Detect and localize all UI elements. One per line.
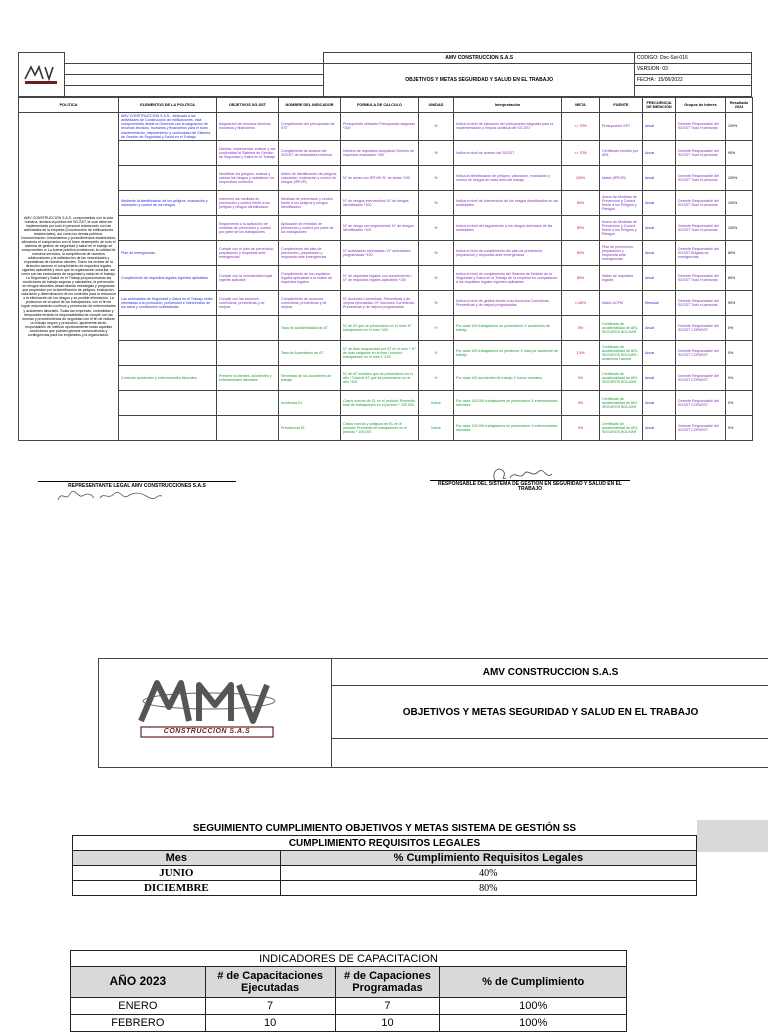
cell-frecuencia: Anual xyxy=(643,240,676,265)
capacitacion-title: INDICADORES DE CAPACITACION xyxy=(71,951,627,967)
cell-resultado: 100% xyxy=(726,190,753,215)
column-header: OBJETIVOS SG-SST xyxy=(217,98,279,113)
table-row xyxy=(19,240,753,265)
seguimiento-mes: JUNIO xyxy=(73,866,281,881)
column-header: FORMULA DE CALCULO xyxy=(341,98,419,113)
header-company: AMV CONSTRUCCION S.A.S xyxy=(332,659,768,686)
cell-formula: N° de áreas con IPEVR/ N° de áreas *100 xyxy=(341,165,419,190)
cell-meta: 100% xyxy=(562,165,600,190)
policy-text: AMV CONSTRUCCIÓN S.A.S, comprometida con la vida humana, declara la política del SG-SST, la cual debe ser implementada por todo el personal relacionado con las actividades de la empresa (Construcción de edificaciones residenciales), así como los demás públicos. Documentación, lineamientos y procedimientos establecidos, afirmando el compromiso con el buen desempeño de todo el sistema de gestión de seguridad y salud en el trabajo se comprometen a: La buena práctica profesional, la calidad de nuestros servicios, la competencia de nuestros colaboradores y la satisfacción de las necesidades y expectativas de nuestros clientes. Todos los niveles de la dirección asumen el cumplimiento de requisitos legales vigentes aplicables y otros que la organización suscriba, así como con las exclusiones de seguridad y salud en el trabajo. La Seguridad y Salud en el Trabajo proporcionando las condiciones de trabajo seguras y saludables, la prevención en riesgos laborales desarrollando estrategias y programas que propendan por la identificación de peligros, evaluación, valoración y determinación de los controles para la reducción o la eliminación de los riesgos y su posible eliminación. La protección de la salud de los trabajadores, con el fin de lograr mejoramiento continuo y prevención de enfermedades y accidentes laborales. Todas las empresas, contratistas y temporales tendrán la responsabilidad de cumplir con las normas y procedimientos de seguridad con el fin de realizar un trabajo seguro y productivo, igualmente serán responsables de notificar oportunamente todas aquellas condiciones que puedan generar consecuencias y contingencias para los empleados y la organización. xyxy=(19,113,119,441)
cell-frecuencia: Anual xyxy=(643,390,676,415)
column-header: ELEMENTOS DE LA POLITICA xyxy=(119,98,217,113)
cell-fuente: Certificado de accidentalidad de ARL SEGUROS BOLIVAR / asistencia Laboral xyxy=(600,340,643,365)
doc-version: VERSION: 03 xyxy=(634,64,751,75)
sheet-header xyxy=(18,52,752,97)
cell-interpretacion: Por cada 100.000 trabajadores se presentaron X enfermedades laborales xyxy=(454,390,562,415)
cell-interpretacion: Indica la identificación de peligros, valoración, evaluación y control de riesgos en cada área del trabajo xyxy=(454,165,562,190)
cell-objetivo: Seguimiento a la aplicación de medidas de prevención y control por parte de los trabajadores xyxy=(217,215,279,240)
cell-resultado: 0% xyxy=(726,315,753,340)
cell-formula: N° de riesgo con seguimiento/ N° de riesgos identificados *100 xyxy=(341,215,419,240)
cell-indicador: Cumplimiento del presupuesto de SST xyxy=(279,113,341,141)
cell-resultado: 80% xyxy=(726,265,753,290)
table-row xyxy=(19,365,753,390)
cell-indicador: Cumplimiento del plan de prevención, preparación y respuesta ante emergencias xyxy=(279,240,341,265)
cell-elemento: AMV CONSTRUCCION S.A.S., dedicada a las actividades de Construcción de edificaciones, está comprometida desde la Gerencia con la asignación de recursos técnicos, humanos y financieros para el buen mantenimiento, mejoramiento y continuidad del Sistema de Gestión de Seguridad y Salud en el Trabajo. xyxy=(119,113,217,141)
cell-unidad: Índice xyxy=(419,415,454,440)
capacitacion-table xyxy=(70,950,627,1032)
sheet-company: AMV CONSTRUCCION S.A.S xyxy=(324,53,635,64)
capacitacion-ejecutadas: 7 xyxy=(205,998,335,1015)
cell-elemento: Mediante la identificación de los peligros, evaluación y valoración y control de los riesgos. xyxy=(119,190,217,215)
cell-formula: Número de requisitos cumplidos/ Número de requisitos evaluados *100 xyxy=(341,140,419,165)
cell-meta: 5% xyxy=(562,315,600,340)
cell-indicador: Matriz de identificación de peligros, valoración, evaluación y control de riesgos (IPEVR) xyxy=(279,165,341,190)
cell-grupos: Gerente Responsable del SGSST Brigada de emergencias xyxy=(676,240,726,265)
cell-meta: >=80% xyxy=(562,290,600,315)
cell-interpretacion: Indica el nivel de avance del SGSST xyxy=(454,140,562,165)
cell-objetivo: Intervenir las medidas de prevención y control frente a los peligros y riesgos identificados xyxy=(217,190,279,215)
cell-interpretacion: Indica el nivel de cumplimiento del plan de prevención, preparación y respuesta ante emergencias xyxy=(454,240,562,265)
cell-objetivo: Cumplir con las acciones correctivas, preventivas y de mejora xyxy=(217,290,279,315)
capacitacion-header-ejecutadas: # de Capacitaciones Ejecutadas xyxy=(205,967,335,998)
cell-grupos: Gerente Responsable del SGSST Todo el personal xyxy=(676,215,726,240)
cell-resultado: 100% xyxy=(726,215,753,240)
cell-frecuencia: Anual xyxy=(643,365,676,390)
cell-indicador: Cumplimiento de acciones correctivas, preventivas y de mejora xyxy=(279,290,341,315)
cell-unidad: % xyxy=(419,165,454,190)
cell-fuente: Certificado de accidentalidad de ARL SEGUROS BOLIVAR xyxy=(600,315,643,340)
table-row xyxy=(19,290,753,315)
cell-objetivo xyxy=(217,390,279,415)
column-header: POLITICA xyxy=(19,98,119,113)
cell-resultado: 90% xyxy=(726,290,753,315)
cell-resultado: 0% xyxy=(726,365,753,390)
cell-meta: 0% xyxy=(562,365,600,390)
cell-interpretacion: Por cada 100 trabajadores se perdieron X días por accidente de trabajo xyxy=(454,340,562,365)
capacitacion-header-cumplimiento: % de Cumplimiento xyxy=(440,967,627,998)
cell-frecuencia: Anual xyxy=(643,315,676,340)
cell-unidad: % xyxy=(419,340,454,365)
cell-meta: 80% xyxy=(562,265,600,290)
cell-meta: 80% xyxy=(562,190,600,215)
cell-elemento xyxy=(119,415,217,440)
cell-indicador: Incidencia EL xyxy=(279,390,341,415)
header-empty-row xyxy=(332,739,768,767)
cell-grupos: Gerente Responsable del SGSST COPASST xyxy=(676,315,726,340)
cell-formula: N° de requisitos legales con cumplimiento / N° de requisitos legales aplicables *100 xyxy=(341,265,419,290)
capacitacion-mes: FEBRERO xyxy=(71,1015,206,1032)
seguimiento-header-mes: Mes xyxy=(73,851,281,866)
cell-interpretacion: Indica el nivel de cumplimiento del Sistema de Gestión de la Seguridad y Salud en el Trabajo de la empresa en comparación a los requisitos legales vigentes aplicables xyxy=(454,265,562,290)
cell-frecuencia: Anual xyxy=(643,140,676,165)
cell-fuente: Certificado emitido por ARL xyxy=(600,140,643,165)
cell-meta: 0% xyxy=(562,415,600,440)
cell-meta: >= 70% xyxy=(562,140,600,165)
cell-interpretacion: Indica el nivel del seguimiento a los riesgos derivados de las actividades xyxy=(454,215,562,240)
company-logo xyxy=(19,53,65,97)
left-signature-label: REPRESENTANTE LEGAL AMV CONSTRUCCIONES S.A.S xyxy=(38,481,236,489)
cell-interpretacion: Indica el nivel de intervención de los riesgos identificados en las actividades xyxy=(454,190,562,215)
cell-resultado: 100% xyxy=(726,113,753,141)
cell-resultado: 0% xyxy=(726,340,753,365)
cell-objetivo: Identificar los peligros, evaluar y valorar los riesgos y establecer los respectivos controles xyxy=(217,165,279,190)
seguimiento-subtitle: CUMPLIMIENTO REQUISITOS LEGALES xyxy=(73,836,697,851)
cell-objetivo: Diseñar, implementar, evaluar y dar continuidad al Sistema de Gestión de Seguridad y Salud en el Trabajo xyxy=(217,140,279,165)
table-row xyxy=(19,140,753,165)
sheet-title: OBJETIVOS Y METAS SEGURIDAD Y SALUD EN EL TRABAJO xyxy=(324,64,635,97)
cell-resultado: 100% xyxy=(726,165,753,190)
cell-frecuencia: Anual xyxy=(643,265,676,290)
cell-interpretacion: Indica el nivel de ejecución del presupuesto asignado para la implementación y mejora continua del SG-SST xyxy=(454,113,562,141)
table-row xyxy=(73,881,697,896)
cell-objetivo: Cumplir con la normatividad legal vigente aplicable xyxy=(217,265,279,290)
cell-interpretacion: Por cada 100 trabajadores se presentaron X accidentes de trabajo xyxy=(454,315,562,340)
cell-meta: 1.5% xyxy=(562,340,600,365)
cell-indicador: Tasa de Ausentismo de AT xyxy=(279,340,341,365)
cell-meta: 0% xyxy=(562,390,600,415)
table-row xyxy=(19,265,753,290)
cell-unidad: % xyxy=(419,290,454,315)
table-row xyxy=(19,390,753,415)
cell-grupos: Gerente Responsable del SGSST Todo el personal xyxy=(676,140,726,165)
cell-interpretacion: Indica el nivel de gestión frente a las Acciones Correctivas, Preventivas y de mejora programadas xyxy=(454,290,562,315)
cell-grupos: Gerente Responsable del SGSST Todo el personal xyxy=(676,190,726,215)
table-row xyxy=(19,113,753,141)
table-row xyxy=(19,415,753,440)
cell-formula: Presupuesto utilizado/ Presupuesto asignado *100 xyxy=(341,113,419,141)
capacitacion-header-programadas: # de Capaciones Programadas xyxy=(335,967,440,998)
cell-objetivo xyxy=(217,340,279,365)
cell-unidad: % xyxy=(419,113,454,141)
cell-fuente: Plan de prevención, preparación y respuesta ante emergencias xyxy=(600,240,643,265)
cell-resultado: 90% xyxy=(726,140,753,165)
column-header: Grupos de Interés xyxy=(676,98,726,113)
table-row xyxy=(19,340,753,365)
column-header: FRECUENCIA DE MEDICIÓN xyxy=(643,98,676,113)
doc-code: CODIGO: Doc-Sst-016 xyxy=(634,53,751,64)
cell-frecuencia: Anual xyxy=(643,165,676,190)
cell-formula: N° de AT mortales que se presentaron en el año / Total de AT que se presentaron en el año *100 xyxy=(341,365,419,390)
cell-frecuencia: Anual xyxy=(643,340,676,365)
right-signature-label: RESPONSABLE DEL SISTEMA DE GESTION EN SEGURIDAD Y SALUD EN EL TRABAJO xyxy=(430,480,630,493)
cell-unidad: % xyxy=(419,140,454,165)
cell-unidad: Índice xyxy=(419,390,454,415)
column-header: NOMBRE DEL INDICADOR xyxy=(279,98,341,113)
cell-indicador: Cumplimiento de Avance del SGSST, de estándares mínimos xyxy=(279,140,341,165)
cell-formula: Casos nuevos de EL en el periodo/ Promedio total de trabajadores en el periodo * 100.000 xyxy=(341,390,419,415)
cell-grupos: Gerente Responsable del SGSST COPASST xyxy=(676,340,726,365)
cell-unidad: % xyxy=(419,365,454,390)
cell-fuente: Matriz (IPEVR) xyxy=(600,165,643,190)
cell-meta: 80% xyxy=(562,215,600,240)
cell-grupos: Gerente Responsable del SGSST Todo el personal xyxy=(676,113,726,141)
table-row xyxy=(71,998,627,1015)
cell-fuente: Anexo de Medidas de Prevención y Control frente a los Peligros y Riesgos xyxy=(600,215,643,240)
doc-date: FECHA : 15/06/2022 xyxy=(634,75,751,86)
table-row xyxy=(19,215,753,240)
cell-elemento xyxy=(119,215,217,240)
cell-unidad: % xyxy=(419,215,454,240)
cell-frecuencia: Mensual xyxy=(643,290,676,315)
cell-elemento xyxy=(119,340,217,365)
cell-elemento xyxy=(119,390,217,415)
capacitacion-mes: ENERO xyxy=(71,998,206,1015)
cell-resultado: 0% xyxy=(726,415,753,440)
gray-overflow-cell xyxy=(697,820,768,852)
cell-fuente: Certificado de accidentalidad de ARL SEGUROS BOLIVAR xyxy=(600,365,643,390)
cell-fuente: Matriz ACPM xyxy=(600,290,643,315)
cell-indicador: Prevalencia EL xyxy=(279,415,341,440)
cell-objetivo xyxy=(217,315,279,340)
table-row xyxy=(19,190,753,215)
header-title: OBJETIVOS Y METAS SEGURIDAD Y SALUD EN EL TRABAJO xyxy=(332,686,768,739)
left-signature xyxy=(56,488,236,504)
cell-frecuencia: Anual xyxy=(643,113,676,141)
cell-grupos: Gerente Responsable del SGSST Todo el personal xyxy=(676,165,726,190)
table-row xyxy=(71,1015,627,1032)
cell-unidad: % xyxy=(419,240,454,265)
cell-grupos: Gerente Responsable del SGSST Todo el personal xyxy=(676,265,726,290)
cell-indicador: Aplicación de medidas de prevención y control por parte de los trabajadores xyxy=(279,215,341,240)
objetivos-sheet xyxy=(18,52,752,493)
cell-fuente: Matriz de requisitos legales xyxy=(600,265,643,290)
cell-elemento: Controlar accidentes y enfermedades laborales. xyxy=(119,365,217,390)
seguimiento-valor: 40% xyxy=(280,866,696,881)
cell-indicador: Severidad de los Accidentes de trabajo xyxy=(279,365,341,390)
cell-indicador: Cumplimiento de los requisitos legales aplicables a la matriz de requisitos legales xyxy=(279,265,341,290)
cell-resultado: 80% xyxy=(726,240,753,265)
cell-formula: N° de AT que se presentaron en el mes/ N° trabajadores en el mes *100 xyxy=(341,315,419,340)
cell-objetivo xyxy=(217,415,279,440)
cell-formula: N° Acciones Correctivas, Preventivas y de mejora ejecutadas / N° Acciones Correctivas, Preventivas y de mejora programadas xyxy=(341,290,419,315)
cell-frecuencia: Anual xyxy=(643,415,676,440)
cell-indicador: Medidas de prevención y control frente a los peligros y riesgos identificados xyxy=(279,190,341,215)
seguimiento-header-pct: % Cumplimiento Requisitos Legales xyxy=(280,851,696,866)
cell-formula: N° de días incapacidad por AT en el mes + N° de días cargados en el mes / número trabajadores en el mes x *100 xyxy=(341,340,419,365)
cell-grupos: Gerente Responsable del SGSST COPASST xyxy=(676,390,726,415)
table-row xyxy=(73,866,697,881)
cell-interpretacion: Por cada 100.000 trabajadores se presentaron X enfermedades laborales xyxy=(454,415,562,440)
signature-scribble-icon xyxy=(56,488,166,504)
column-header: Interpretación xyxy=(454,98,562,113)
column-header: META xyxy=(562,98,600,113)
cell-grupos: Gerente Responsable del SGSST Todo el personal xyxy=(676,290,726,315)
cell-fuente: Certificado de accidentalidad de ARL SEGUROS BOLIVAR xyxy=(600,390,643,415)
capacitacion-programadas: 10 xyxy=(335,1015,440,1032)
cell-elemento xyxy=(119,315,217,340)
table-row xyxy=(19,165,753,190)
cell-elemento xyxy=(119,165,217,190)
cell-elemento: Cumplimiento de requisitos legales vigentes aplicables xyxy=(119,265,217,290)
capacitacion-programadas: 7 xyxy=(335,998,440,1015)
cell-interpretacion: Por cada 100 accidentes de trabajo X fueron mortales xyxy=(454,365,562,390)
cell-formula: N° actividades ejecutadas / N° actividades programadas *100 xyxy=(341,240,419,265)
cell-objetivo: Asignación de recursos técnicos, humanos y financieros xyxy=(217,113,279,141)
cell-unidad: % xyxy=(419,190,454,215)
cell-fuente: Anexo de Medidas de Prevención y Control frente a los Peligros y Riesgos xyxy=(600,190,643,215)
cell-elemento xyxy=(119,140,217,165)
cell-resultado: 0% xyxy=(726,390,753,415)
cell-grupos: Gerente Responsable del SGSST COPASST xyxy=(676,365,726,390)
objetivos-table xyxy=(18,97,753,441)
seguimiento-mes: DICIEMBRE xyxy=(73,881,281,896)
seguimiento-table xyxy=(72,821,697,896)
amv-logo-icon xyxy=(21,61,61,87)
cell-fuente: Presupuesto SST xyxy=(600,113,643,141)
cell-meta: 80% xyxy=(562,240,600,265)
cell-meta: >= 70% xyxy=(562,113,600,141)
cell-elemento: Plan de emergencias. xyxy=(119,240,217,265)
seguimiento-title: SEGUIMIENTO CUMPLIMIENTO OBJETIVOS Y METAS SISTEMA DE GESTIÓN SS xyxy=(73,821,697,836)
cell-grupos: Gerente Responsable del SGSST COPASST xyxy=(676,415,726,440)
column-header: Resultado 2023 xyxy=(726,98,753,113)
capacitacion-cumplimiento: 100% xyxy=(440,1015,627,1032)
company-logo-large xyxy=(99,659,332,767)
cell-unidad: % xyxy=(419,315,454,340)
objetivos-header-row xyxy=(19,98,753,113)
cell-objetivo: Prevenir incidentes, accidentes y enfermedades laborales xyxy=(217,365,279,390)
cell-fuente: Certificado de accidentalidad de ARL SEGUROS BOLIVAR xyxy=(600,415,643,440)
column-header: UNIDAD xyxy=(419,98,454,113)
cell-indicador: Tasa de accidentalidad de AT xyxy=(279,315,341,340)
logo-subtext: CONSTRUCCION S.A.S xyxy=(163,728,251,735)
cell-elemento: Las actividades de Seguridad y Salud en el Trabajo están orientadas a la promoción, prevención e intervención de los actos y condiciones subestándar. xyxy=(119,290,217,315)
objetivos-header-block xyxy=(98,658,768,768)
capacitacion-header-anio: AÑO 2023 xyxy=(71,967,206,998)
cell-formula: N° de riesgos intervenidos/ N° de riesgos identificados *100 xyxy=(341,190,419,215)
capacitacion-cumplimiento: 100% xyxy=(440,998,627,1015)
cell-unidad: % xyxy=(419,265,454,290)
seguimiento-valor: 80% xyxy=(280,881,696,896)
table-row xyxy=(19,315,753,340)
cell-frecuencia: Anual xyxy=(643,190,676,215)
cell-objetivo: Cumplir con el plan de prevención, preparación y respuesta ante emergencias xyxy=(217,240,279,265)
column-header: FUENTE xyxy=(600,98,643,113)
capacitacion-ejecutadas: 10 xyxy=(205,1015,335,1032)
cell-frecuencia: Anual xyxy=(643,215,676,240)
cell-formula: Casos nuevos y antiguos de EL en el periodo/ Promedio de trabajadores en el periodo * 100.000 xyxy=(341,415,419,440)
